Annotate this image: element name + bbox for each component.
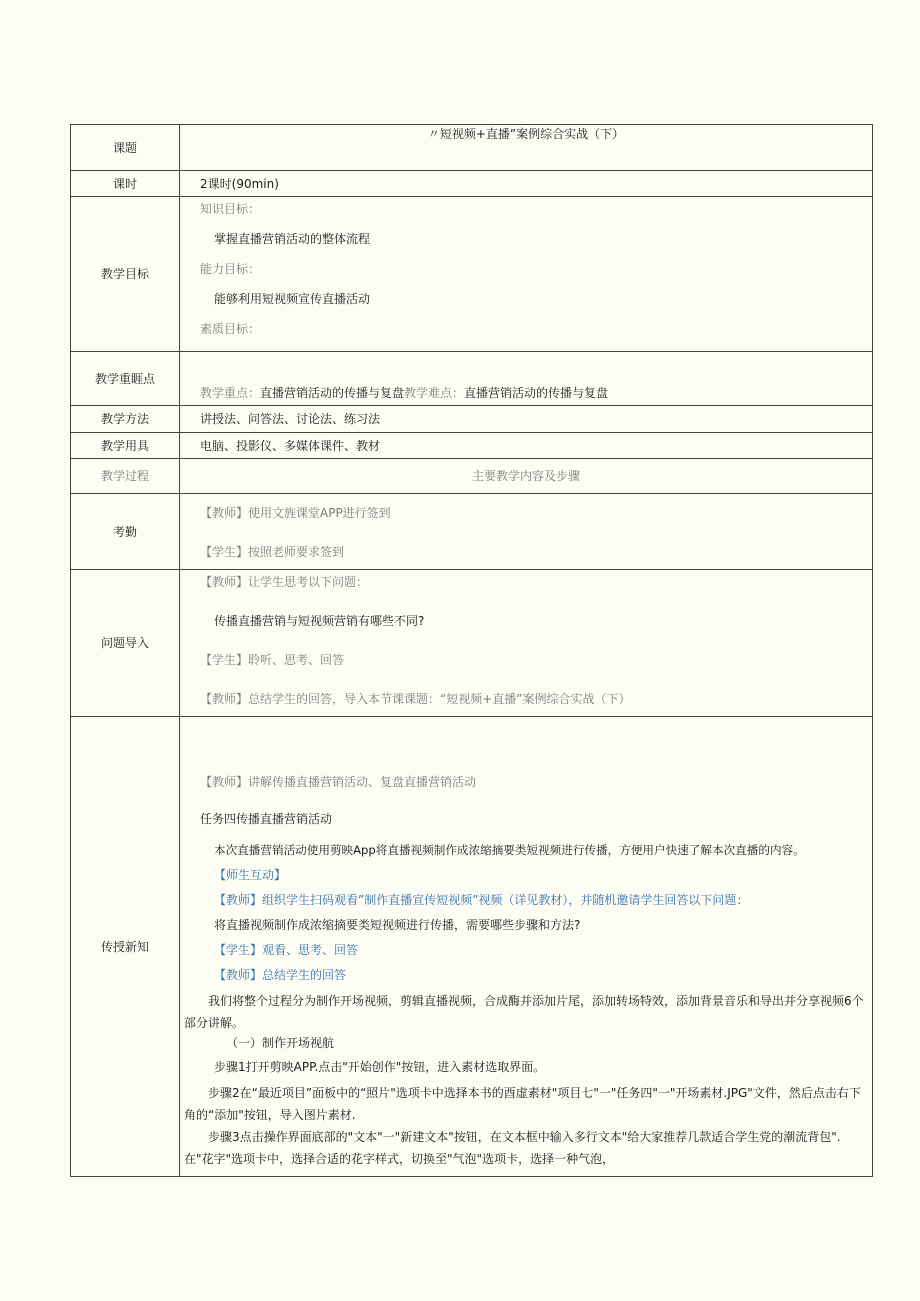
nk-teacher-organize: 【教师】组织学生扫码观看”制作直播宣传短视频”视频（详见教材），并随机邀请学生回答以下问题：	[214, 893, 749, 907]
key-points-label: 教学重睚点	[71, 352, 180, 406]
tools-label: 教学用具	[71, 433, 180, 459]
difficult-value: 直播营销活动的传播与复盘	[464, 386, 609, 400]
attendance-content	[180, 494, 873, 570]
attendance-label: 考勤	[71, 494, 180, 570]
process-header-right: 主要教学内容及步骤	[180, 459, 873, 494]
difficult-label: 教学难点：	[404, 386, 465, 400]
key-points-content	[180, 352, 873, 406]
knowledge-item: 掌握直播营销活动的整体流程	[214, 232, 371, 246]
intro-label: 问题导入	[71, 570, 180, 717]
hours-label: 课时	[71, 171, 180, 197]
row-topic	[71, 125, 873, 171]
nk-teacher-summary: 【教师】总结学生的回答	[214, 968, 347, 982]
tools-value: 电脑、投影仪、多媒体课件、教材	[180, 433, 873, 459]
hours-value: 2课时(90min)	[180, 171, 873, 197]
row-hours	[71, 171, 873, 197]
attendance-student: 【学生】按照老师要求签到	[200, 545, 345, 559]
nk-overview: 我们将整个过程分为制作开场视频，剪辑直播视频，合成酶并添加片尾，添加转场特效，添加背景音乐和导出并分享视频6个部分讲解。	[184, 994, 864, 1030]
row-intro	[71, 570, 873, 717]
row-attendance	[71, 494, 873, 570]
row-process-header	[71, 459, 873, 494]
nk-step-2: 步骤2在“最近项目”面板中的“照片"选项卡中选择本书的酉虚素材"项目七"一"任务四"一"开场素材.JPG"文件，然后点击右下角的“添加"按钮，导入图片素材.	[184, 1086, 861, 1122]
nk-interaction: 【师生互动】	[214, 868, 287, 882]
row-new-knowledge	[71, 717, 873, 1177]
goals-label: 教学目标	[71, 197, 180, 352]
nk-task-desc: 本次直播营销活动使用剪映App将直播视频制作成浓缩摘要类短视频进行传播，方便用户快速了解本次直播的内容。	[214, 843, 805, 857]
row-methods	[71, 406, 873, 433]
topic-label: 课题	[71, 125, 180, 171]
lesson-plan-table	[70, 124, 873, 1177]
methods-label: 教学方法	[71, 406, 180, 433]
nk-step-1: 步骤1打开剪映APP.点击"开始创作"按钮，进入素材选取界面。	[214, 1060, 546, 1074]
ability-heading: 能力目标：	[200, 262, 261, 276]
nk-teacher-explain: 【教师】讲解传播直播营销活动、复盘直播营销活动	[200, 775, 477, 789]
row-tools	[71, 433, 873, 459]
intro-teacher-question: 【教师】让学生思考以下问题：	[200, 575, 369, 589]
new-knowledge-label: 传授新知	[71, 717, 180, 1177]
intro-question: 传播直播营销与短视频营销有哪些不同?	[214, 614, 425, 628]
methods-value: 讲授法、问答法、讨论法、练习法	[180, 406, 873, 433]
process-header-left: 教学过程	[71, 459, 180, 494]
attendance-teacher: 【教师】使用文旌课堂APP进行签到	[200, 506, 391, 520]
key-label: 教学重点：	[200, 386, 261, 400]
new-knowledge-content	[180, 717, 873, 1177]
ability-item: 能够利用短视频宣传直播活动	[214, 292, 371, 306]
nk-question: 将直播视频制作成浓缩摘要类短视频进行传播，需要哪些步骤和方法?	[214, 918, 581, 932]
topic-value: 〃短视频+直播”案例综合实战（下）	[180, 125, 873, 171]
knowledge-heading: 知识目标：	[200, 202, 261, 216]
intro-student: 【学生】聆听、思考、回答	[200, 653, 345, 667]
nk-task-title: 任务四传播直播营销活动	[200, 812, 333, 826]
nk-section-title: （一）制作开场视航	[226, 1036, 335, 1050]
nk-student: 【学生】观看、思考、回答	[214, 943, 359, 957]
intro-content	[180, 570, 873, 717]
key-points-line	[200, 384, 872, 402]
nk-step-3: 步骤3点击操作界面底部的"文本"一"新建文本"按钮，在文本框中输入多行文本"给大家推荐几款适合学生党的潮流背包".在"花字"选项卡中，选择合适的花字样式，切换至"气泡"选项卡，选择一种气泡，	[184, 1130, 841, 1166]
key-value: 直播营销活动的传播与复盘	[260, 386, 405, 400]
row-goals	[71, 197, 873, 352]
goals-content	[180, 197, 873, 352]
quality-heading: 素质目标：	[200, 322, 261, 336]
row-key-points	[71, 352, 873, 406]
intro-teacher-summary: 【教师】总结学生的回答，导入本节课课题：“短视频+直播”案例综合实战（下）	[200, 692, 631, 706]
